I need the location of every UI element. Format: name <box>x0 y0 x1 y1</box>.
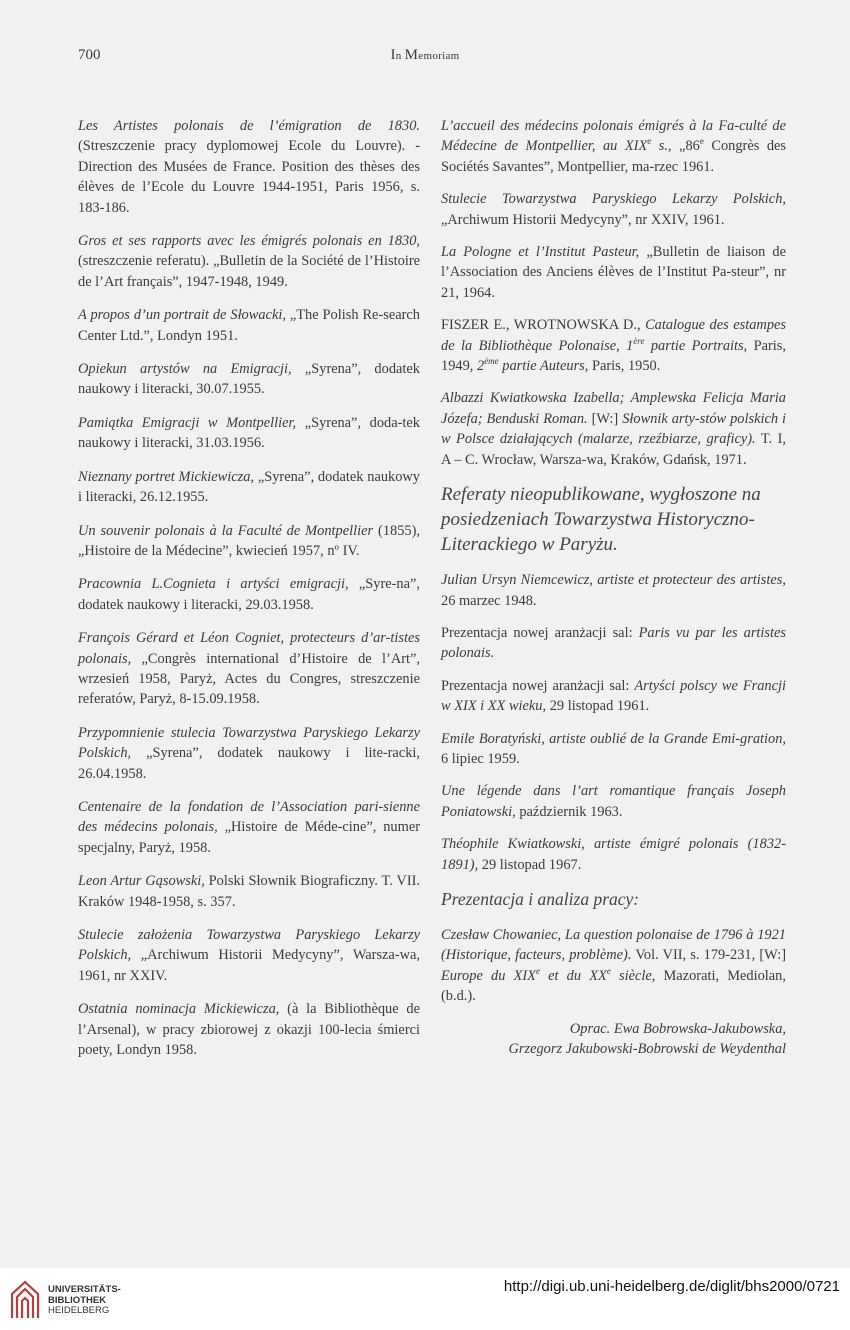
library-name: UNIVERSITÄTS- BIBLIOTHEK HEIDELBERG <box>48 1284 121 1316</box>
entry-title: Opiekun artystów na Emigracji, <box>78 361 292 378</box>
entry-title: Ostatnia nominacja Mickiewicza, <box>78 1001 280 1018</box>
entry-details: (Streszczenie pracy dyplomowej Ecole du Louvre). - Direction des Musées de France. Position des thèses des élèves de l’Ecole du Louvre 1944-1951, Paris 1956, s. 183-186. <box>78 138 420 216</box>
entry-details: „Archiwum Historii Medycyny”, Warsza-wa, 1961, nr XXIV. <box>78 947 420 984</box>
entry-details: Polski Słownik Biograficzny. T. VII. Kraków 1948-1958, s. 357. <box>78 873 420 910</box>
bibliography-entry <box>78 797 420 858</box>
running-title: In Memoriam <box>390 47 460 63</box>
talk-entry: Une légende dans l’art romantique français Joseph Poniatowski, październik 1963. <box>441 783 786 820</box>
talk-entry: Julian Ursyn Niemcewicz, artiste et protecteur des artistes, 26 marzec 1948. <box>441 572 786 609</box>
bibliography-entry: Albazzi Kwiatkowska Izabella; Amplewska Felicja Maria Józefa; Benduski Roman. [W:] Słownik arty-stów polskich i w Polsce działających (malarze, rzeźbiarze, graficy). T. I, A – C. Wrocław, Warsza-wa, Kraków, Gdańsk, 1971. <box>441 390 787 468</box>
entry-title: Nieznany portret Mickiewicza, <box>78 468 255 485</box>
entry-details: „The Polish Re-search Center Ltd.”, Londyn 1951. <box>78 307 420 344</box>
talk-entry: Prezentacja nowej aranżacji sal: Paris vu par les artistes polonais. <box>441 624 787 662</box>
entry-title: Pamiątka Emigracji w Montpellier, <box>78 414 297 431</box>
entry-title: Leon Artur Gąsowski, <box>78 873 205 890</box>
entry-details: „Syre-na”, dodatek naukowy i literacki, 29.03.1958. <box>78 576 420 613</box>
bibliography-entry: La Pologne et l’Institut Pasteur, „Bulletin de liaison de l’Association des Anciens élèves de l’Institut Pa-steur”, nr 21, 1964. <box>441 244 786 301</box>
bibliography-entry <box>78 925 420 986</box>
bibliography-entry <box>78 999 420 1060</box>
entry-details: „Syrena”, doda-tek naukowy i literacki, 31.03.1956. <box>78 414 420 452</box>
entry-details: (à la Bibliothèque de l’Arsenal), w pracy zbiorowej z okazji 100-lecia śmierci poety, Londyn 1958. <box>78 1001 420 1059</box>
bibliography-entry: Czesław Chowaniec, La question polonaise de 1796 à 1921 (Historique, facteurs, problème). Vol. VII, s. 179-231, [W:] Europe du XIXe et du XXe siècle, Mazorati, Mediolan, (b.d.). <box>441 926 786 1005</box>
bibliography-entry <box>78 467 420 508</box>
entry-title: Przypomnienie stulecia Towarzystwa Paryskiego Lekarzy Polskich, <box>78 724 420 762</box>
bibliography-entry: FISZER E., WROTNOWSKA D., Catalogue des estampes de la Bibliothèque Polonaise, 1ère partie Portraits, Paris, 1949, 2ème partie Auteurs, Paris, 1950. <box>441 317 787 375</box>
university-library-logo-icon <box>8 1278 42 1322</box>
entry-details: „Histoire de Méde-cine”, numer specjalny, Paryż, 1958. <box>78 819 421 856</box>
right-column <box>441 116 786 1059</box>
bibliography-entry <box>78 359 420 400</box>
bibliography-entry <box>78 305 420 346</box>
entry-title: A propos d’un portrait de Słowacki, <box>78 307 286 324</box>
talk-entry: Prezentacja nowej aranżacji sal: Artyści polscy we Francji w XIX i XX wieku, 29 listopad 1961. <box>441 677 786 715</box>
entry-title: François Gérard et Léon Cogniet, protecteurs d’ar-tistes polonais, <box>78 630 420 667</box>
entry-details: „Syrena”, dodatek naukowy i lite-racki, 26.04.1958. <box>78 745 420 782</box>
bibliography-entry <box>78 413 420 454</box>
entry-details: „Syrena”, dodatek naukowy i literacki, 26.12.1955. <box>78 468 421 506</box>
section-heading-unpublished-papers: Referaty nieopublikowane, wygłoszone na posiedzeniach Towarzystwa Historyczno-Literackiego w Paryżu. <box>441 484 761 556</box>
entry-title: Pracownia L.Cognieta i artyści emigracji, <box>78 576 349 593</box>
bibliography-entry <box>78 628 420 710</box>
entry-details: „Congrès international d’Histoire de l’Art”, wrzesień 1958, Paryż, Actes du Congres, streszczenie referatów, Paryż, 8-15.09.1958. <box>78 650 420 708</box>
bibliography-entry <box>78 231 420 292</box>
section-heading-presentation: Prezentacja i analiza pracy: <box>441 888 640 909</box>
bibliography-entry <box>78 116 420 218</box>
entry-details: (1855), „Histoire de la Médecine”, kwiecień 1957, nº IV. <box>78 522 420 559</box>
page-number: 700 <box>78 47 101 63</box>
source-url-link[interactable]: http://digi.ub.uni-heidelberg.de/diglit/bhs2000/0721 <box>503 1278 840 1295</box>
entry-title: Les Artistes polonais de l’émigration de 1830. <box>78 118 420 134</box>
entry-details: „Syrena”, dodatek naukowy i literacki, 30.07.1955. <box>78 361 420 398</box>
entry-title: Un souvenir polonais à la Faculté de Montpellier <box>78 522 374 539</box>
entry-title: Gros et ses rapports avec les émigrés polonais en 1830, <box>78 233 420 250</box>
signature: Oprac. Ewa Bobrowska-Jakubowska, Grzegorz Jakubowski-Bobrowski de Weydenthal <box>508 1020 786 1057</box>
bibliography-entry: Stulecie Towarzystwa Paryskiego Lekarzy Polskich, „Archiwum Historii Medycyny”, nr XXIV, 1961. <box>441 191 786 228</box>
entry-details: (streszczenie referatu). „Bulletin de la Société de l’Histoire de l’Art français”, 1947-1948, 1949. <box>78 253 420 290</box>
bibliography-entry: L’accueil des médecins polonais émigrés à la Fa-culté de Médecine de Montpellier, au XIXe s., „86e Congrès des Sociétés Savantes”, Montpellier, ma-rzec 1961. <box>441 118 786 175</box>
left-column <box>78 116 420 1073</box>
talk-entry: Théophile Kwiatkowski, artiste émigré polonais (1832-1891), 29 listopad 1967. <box>441 836 786 873</box>
bibliography-entry <box>78 723 420 784</box>
bibliography-entry <box>78 574 420 615</box>
bibliography-entry <box>78 871 420 912</box>
entry-title: Stulecie założenia Towarzystwa Paryskiego Lekarzy Polskich, <box>78 927 420 964</box>
bibliography-entry <box>78 521 420 562</box>
entry-title: Centenaire de la fondation de l’Association pari-sienne des médecins polonais, <box>78 798 420 836</box>
talk-entry: Emile Boratyński, artiste oublié de la Grande Emi-gration, 6 lipiec 1959. <box>441 730 786 767</box>
